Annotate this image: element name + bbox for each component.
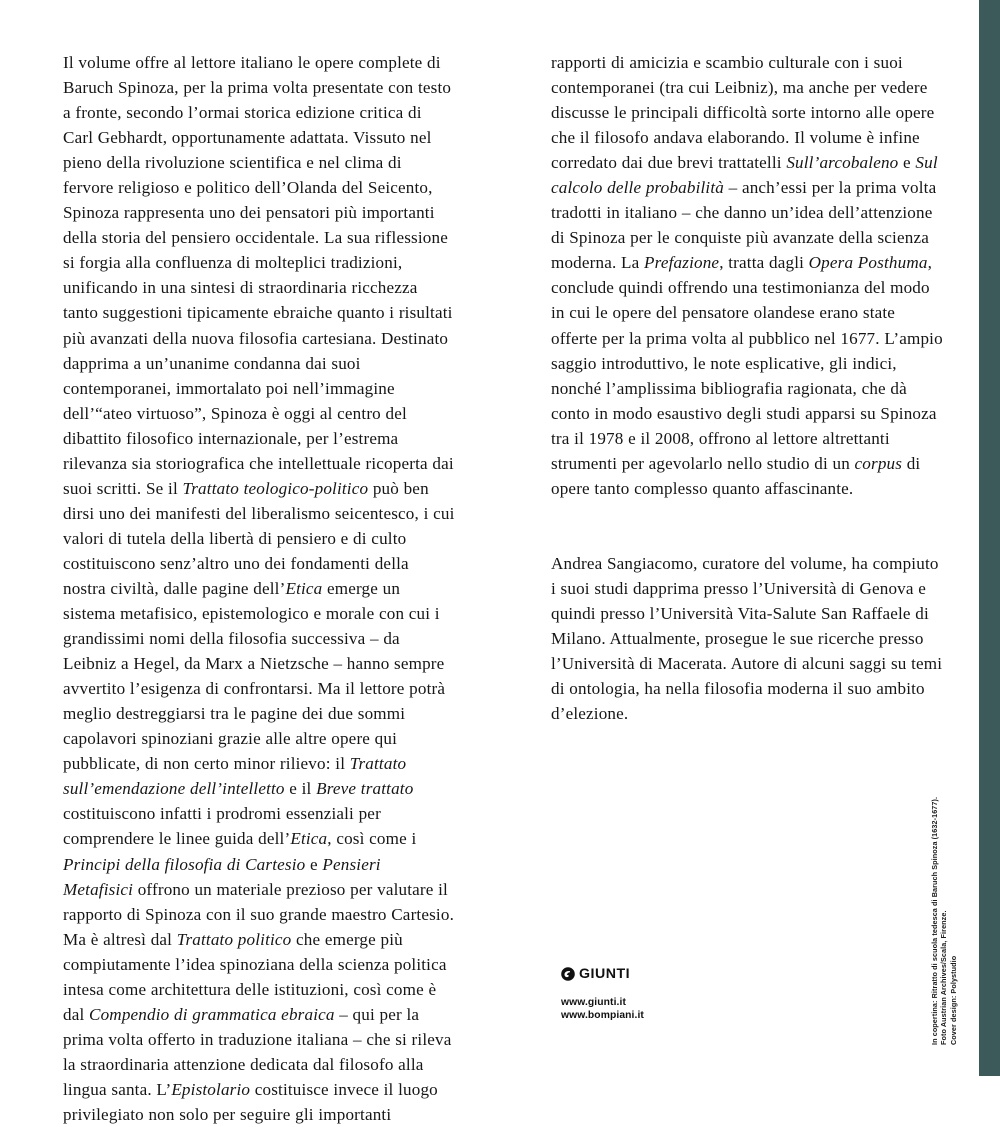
blurb-column-right [551,50,943,726]
right-edge-color-band [979,0,1000,1076]
giunti-circle-mark-icon [561,967,575,981]
giunti-logo [561,965,861,982]
publisher-url-bompiani[interactable]: www.bompiani.it [561,1010,644,1022]
credit-line-cover-design: Cover design: Polystudio [948,955,958,1045]
credit-line-cover-image: In copertina: Ritratto di scuola tedesca di Baruch Spinoza (1632-1677). [930,796,939,1045]
giunti-wordmark: GIUNTI [579,965,631,982]
publisher-urls [561,996,861,1023]
blurb-paragraph-left: Il volume offre al lettore italiano le opere complete di Baruch Spinoza, per la prima volta presentate con testo a fronte, secondo l’ormai storica edizione critica di Carl Gebhardt, opportunamente adattata. Vissuto nel pieno della rivoluzione scientifica e nel clima di fervore religioso e politico dell’Olanda del Seicento, Spinoza rappresenta uno dei pensatori più importanti della storia del pensiero occidentale. La sua riflessione si forgia alla confluenza di molteplici tradizioni, unificando in una sintesi di straordinaria ricchezza tanto suggestioni tipicamente ebraiche quanto i risultati più avanzati della nuova filosofia cartesiana. Destinato dapprima a un’unanime condanna dai suoi contemporanei, immortalato poi nell’immagine dell’“ateo virtuoso”, Spinoza è oggi al centro del dibattito filosofico internazionale, per l’estrema rilevanza sia storiografica che intellettuale ricoperta dai suoi scritti. Se il Trattato teologico-politico può ben dirsi uno dei manifesti del liberalismo seicentesco, i cui valori di tutela della libertà di pensiero e di culto costituiscono senz’altro uno dei fondamenti della nostra civiltà, dalle pagine dell’Etica emerge un sistema metafisico, epistemologico e morale con cui i grandissimi nomi della filosofia successiva – da Leibniz a Hegel, da Marx a Nietzsche – hanno sempre avvertito l’esigenza di confrontarsi. Ma il lettore potrà meglio destreggiarsi tra le pagine dei due sommi capolavori spinoziani grazie alle altre opere qui pubblicate, di non certo minor rilievo: il Trattato sull’emendazione dell’intelletto e il Breve trattato costituiscono infatti i prodromi essenziali per comprendere le linee guida dell’Etica, così come i Principi della filosofia di Cartesio e Pensieri Metafisici offrono un materiale prezioso per valutare il rapporto di Spinoza con il suo grande maestro Cartesio. Ma è altresì dal Trattato politico che emerge più compiutamente l’idea spinoziana della scienza politica intesa come architettura delle istituzioni, così come è dal Compendio di grammatica ebraica – qui per la prima volta offerto in traduzione italiana – che si rileva la straordinaria attenzione dedicata dal filosofo alla lingua santa. L’Epistolario costituisce invece il luogo privilegiato non solo per seguire gli importanti [63,53,455,1124]
editor-biography-paragraph: Andrea Sangiacomo, curatore del volume, ha compiuto i suoi studi dapprima presso l’Università di Genova e quindi presso l’Università Vita-Salute San Raffaele di Milano. Attualmente, prosegue le sue ricerche presso l’Università di Macerata. Autore di alcuni saggi su temi di ontologia, ha nella filosofia moderna il suo ambito d’elezione. [551,553,943,724]
cover-credits [930,755,958,1045]
credit-line-photo-source: Foto Austrian Archives/Scala, Firenze. [939,910,949,1045]
publisher-url-giunti[interactable]: www.giunti.it [561,997,627,1008]
blurb-paragraph-right: rapporti di amicizia e scambio culturale con i suoi contemporanei (tra cui Leibniz), ma anche per vedere discusse le principali difficoltà sorte intorno alle opere che il filosofo andava elaborando. Il volume è infine corredato dai due brevi trattatelli Sull’arcobaleno e Sul calcolo delle probabilità – anch’essi per la prima volta tradotti in italiano – che danno un’idea dell’attenzione di Spinoza per le conquiste più avanzate della scienza moderna. La Prefazione, tratta dagli Opera Posthuma, conclude quindi offrendo una testimonianza del modo in cui le opere del pensatore olandese erano state offerte per la prima volta al pubblico nel 1677. L’ampio saggio introduttivo, le note esplicative, gli indici, nonché l’amplissima bibliografia ragionata, che dà conto in modo esaustivo degli studi apparsi su Spinoza tra il 1978 e il 2008, offrono al lettore altrettanti strumenti per agevolarlo nello studio di un corpus di opere tanto complesso quanto affascinante. [551,53,943,498]
blurb-column-left [63,50,455,1127]
publisher-block [561,965,861,1023]
